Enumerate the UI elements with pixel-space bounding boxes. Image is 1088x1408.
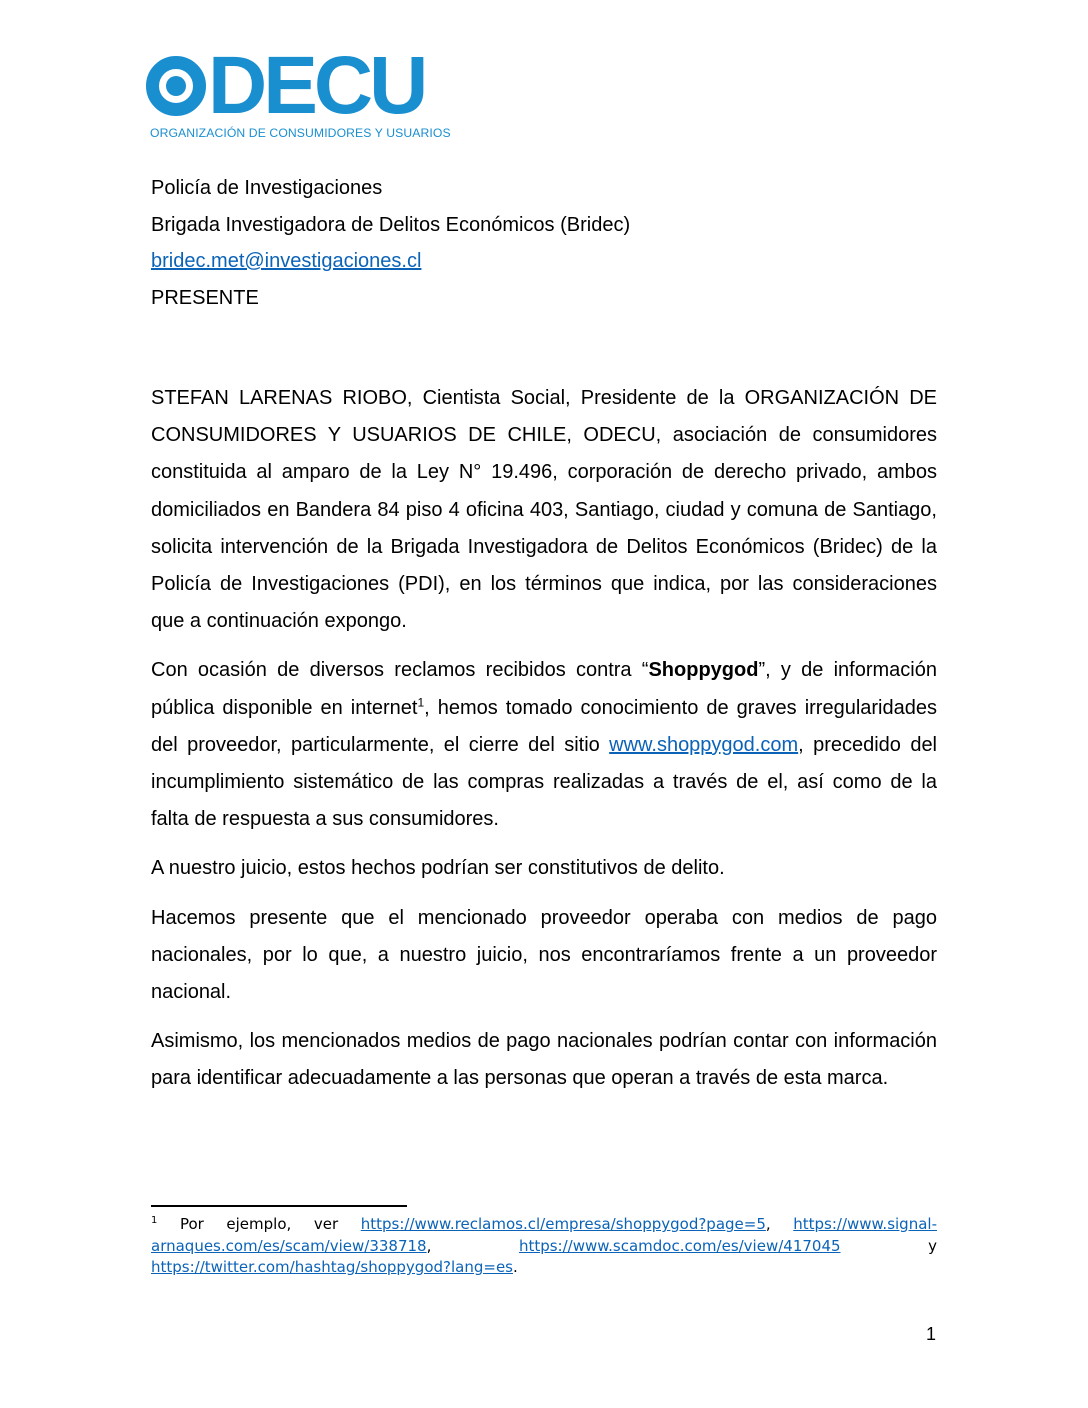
paragraph-asimismo: Asimismo, los mencionados medios de pago nacionales podrían contar con información para identificar adecuadamente a las personas que operan a través de esta marca. bbox=[151, 1030, 937, 1090]
footnote-sep: , bbox=[765, 1215, 794, 1233]
footnote-number: 1 bbox=[151, 1215, 158, 1226]
footnote-end: . bbox=[513, 1258, 518, 1276]
paragraph-medios-pago: Hacemos presente que el mencionado proveedor operaba con medios de pago nacionales, por lo que, a nuestro juicio, nos encontraríamos frente a un proveedor nacional. bbox=[151, 906, 937, 1004]
paragraph-intro: STEFAN LARENAS RIOBO, Cientista Social, Presidente de la ORGANIZACIÓN DE CONSUMIDORES Y USUARIOS DE CHILE, ODECU, asociación de consumidores constituida al amparo de la Ley N° 19.496, corporación de derecho privado, ambos domiciliados en Bandera 84 piso 4 oficina 403, Santiago, ciudad y comuna de Santiago, solicita intervención de la Brigada Investigadora de Delitos Económicos (Bridec) de la Policía de Investigaciones (PDI), en los términos que indica, por las consideraciones que a continuación expongo. bbox=[151, 387, 937, 633]
shoppygod-site-link[interactable]: www.shoppygod.com bbox=[609, 733, 799, 756]
logo-o-ring-icon bbox=[146, 56, 206, 116]
addressee-block bbox=[151, 170, 630, 316]
letter-body bbox=[151, 380, 937, 1110]
footnote-sep: , bbox=[426, 1236, 519, 1255]
footnote bbox=[151, 1214, 937, 1279]
shoppygod-bold: Shoppygod bbox=[648, 659, 759, 682]
logo-wordmark bbox=[146, 40, 425, 131]
footnote-ref[interactable]: 1 bbox=[417, 694, 425, 709]
logo-subtitle: ORGANIZACIÓN DE CONSUMIDORES Y USUARIOS bbox=[150, 126, 451, 140]
addressee-presente: PRESENTE bbox=[151, 286, 259, 309]
footnote-link-twitter[interactable]: https://twitter.com/hashtag/shoppygod?lang=es bbox=[151, 1258, 513, 1276]
odecu-logo bbox=[146, 40, 456, 140]
p2-text-d: , precedido del incumplimiento sistemático de las compras realizadas a través de el, así como de la falta de respuesta a sus consumidores. bbox=[151, 733, 938, 831]
paragraph-delito: A nuestro juicio, estos hechos podrían ser constitutivos de delito. bbox=[151, 857, 725, 880]
p2-text-a: Con ocasión de diversos reclamos recibidos contra “ bbox=[151, 659, 649, 682]
footnote-link-reclamos[interactable]: https://www.reclamos.cl/empresa/shoppygod?page=5 bbox=[360, 1215, 766, 1233]
footnote-link-scamdoc[interactable]: https://www.scamdoc.com/es/view/417045 bbox=[518, 1236, 841, 1255]
logo-dot-icon bbox=[166, 76, 186, 96]
addressee-email-link[interactable]: bridec.met@investigaciones.cl bbox=[151, 250, 422, 272]
p2-text-c: , hemos tomado conocimiento de graves irregularidades del proveedor, particularmente, el cierre del sitio bbox=[151, 696, 937, 756]
paragraph-shoppygod bbox=[151, 652, 937, 838]
page-number: 1 bbox=[926, 1324, 937, 1344]
addressee-brigade: Brigada Investigadora de Delitos Económicos (Bridec) bbox=[151, 213, 631, 236]
footnote-sep: y bbox=[840, 1236, 937, 1255]
p2-text-b: ”, y de información pública disponible en internet bbox=[151, 659, 937, 719]
footnote-link-signal-arnaques[interactable]: https://www.signal-arnaques.com/es/scam/view/338718 bbox=[151, 1215, 937, 1255]
footnote-separator bbox=[151, 1205, 407, 1207]
addressee-institution: Policía de Investigaciones bbox=[151, 177, 383, 199]
logo-letters: DECU bbox=[208, 40, 425, 131]
footnote-intro: Por ejemplo, ver bbox=[157, 1215, 361, 1233]
